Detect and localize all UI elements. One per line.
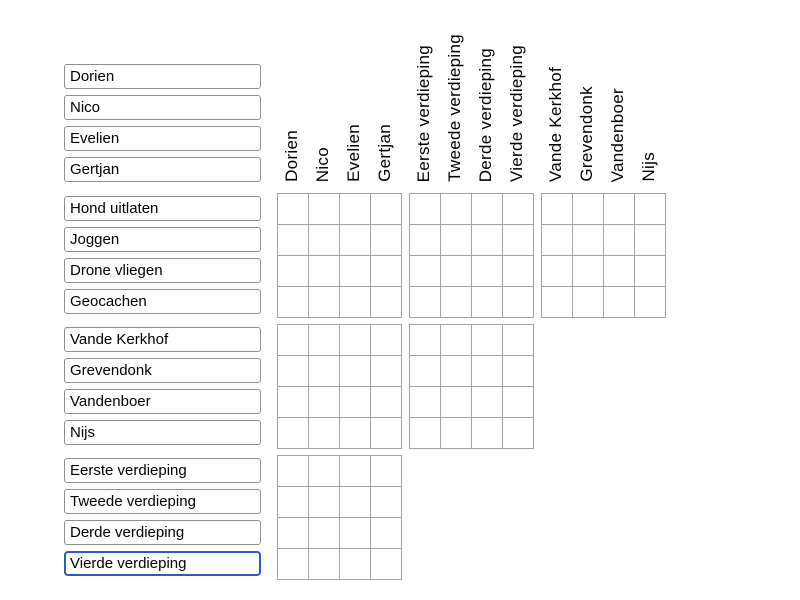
grid-cell[interactable] bbox=[441, 387, 472, 418]
grid-cell[interactable] bbox=[309, 225, 340, 256]
column-header-names-4: Gertjan bbox=[375, 124, 395, 182]
grid-cell[interactable] bbox=[340, 518, 371, 549]
column-header-group-names bbox=[277, 2, 401, 182]
grid-cell[interactable] bbox=[441, 418, 472, 449]
grid-cell[interactable] bbox=[573, 225, 604, 256]
grid-cell[interactable] bbox=[503, 356, 534, 387]
grid-cell[interactable] bbox=[309, 518, 340, 549]
grid-cell[interactable] bbox=[371, 387, 402, 418]
grid-cell[interactable] bbox=[309, 194, 340, 225]
grid-cell[interactable] bbox=[503, 387, 534, 418]
activity-input-1[interactable] bbox=[64, 196, 261, 221]
grid-cell[interactable] bbox=[309, 356, 340, 387]
grid-cell[interactable] bbox=[472, 387, 503, 418]
column-header-surnames-1: Vande Kerkhof bbox=[546, 66, 566, 182]
grid-cell[interactable] bbox=[542, 287, 573, 318]
floor-input-2[interactable] bbox=[64, 489, 261, 514]
grid-cell[interactable] bbox=[340, 225, 371, 256]
grid-cell[interactable] bbox=[410, 356, 441, 387]
grid-cell[interactable] bbox=[371, 225, 402, 256]
grid-cell[interactable] bbox=[410, 256, 441, 287]
floor-input-4[interactable] bbox=[64, 551, 261, 576]
activity-input-2[interactable] bbox=[64, 227, 261, 252]
grid-cell[interactable] bbox=[340, 194, 371, 225]
grid-cell[interactable] bbox=[278, 356, 309, 387]
grid-cell[interactable] bbox=[309, 387, 340, 418]
grid-cell[interactable] bbox=[410, 225, 441, 256]
grid-cell[interactable] bbox=[503, 287, 534, 318]
row-label-group-floors bbox=[64, 458, 261, 582]
grid-block-activities-floors bbox=[409, 193, 534, 318]
column-header-floors-4: Vierde verdieping bbox=[507, 44, 527, 182]
grid-block-activities-names bbox=[277, 193, 402, 318]
column-header-names-2: Nico bbox=[313, 146, 333, 182]
surname-input-3[interactable] bbox=[64, 389, 261, 414]
grid-cell[interactable] bbox=[309, 287, 340, 318]
grid-cell[interactable] bbox=[278, 456, 309, 487]
grid-cell[interactable] bbox=[340, 356, 371, 387]
surname-input-1[interactable] bbox=[64, 327, 261, 352]
grid-cell[interactable] bbox=[441, 325, 472, 356]
grid-cell[interactable] bbox=[371, 418, 402, 449]
column-header-floors-1: Eerste verdieping bbox=[414, 44, 434, 182]
grid-cell[interactable] bbox=[472, 356, 503, 387]
grid-cell[interactable] bbox=[371, 194, 402, 225]
grid-cell[interactable] bbox=[371, 256, 402, 287]
floor-input-3[interactable] bbox=[64, 520, 261, 545]
column-header-surnames-2: Grevendonk bbox=[577, 86, 597, 182]
grid-cell[interactable] bbox=[635, 287, 666, 318]
grid-cell[interactable] bbox=[309, 487, 340, 518]
grid-cell[interactable] bbox=[371, 325, 402, 356]
grid-cell[interactable] bbox=[371, 487, 402, 518]
grid-cell[interactable] bbox=[340, 456, 371, 487]
grid-cell[interactable] bbox=[340, 256, 371, 287]
grid-cell[interactable] bbox=[371, 549, 402, 580]
grid-cell[interactable] bbox=[542, 256, 573, 287]
row-label-group-activities bbox=[64, 196, 261, 320]
grid-cell[interactable] bbox=[410, 287, 441, 318]
grid-cell[interactable] bbox=[472, 194, 503, 225]
column-header-names-1: Dorien bbox=[282, 130, 302, 182]
grid-cell[interactable] bbox=[604, 225, 635, 256]
column-header-names-3: Evelien bbox=[344, 124, 364, 182]
grid-cell[interactable] bbox=[472, 256, 503, 287]
grid-cell[interactable] bbox=[635, 225, 666, 256]
grid-cell[interactable] bbox=[604, 256, 635, 287]
activity-input-3[interactable] bbox=[64, 258, 261, 283]
grid-cell[interactable] bbox=[278, 287, 309, 318]
grid-cell[interactable] bbox=[309, 549, 340, 580]
grid-cell[interactable] bbox=[503, 225, 534, 256]
row-label-group-surnames bbox=[64, 327, 261, 451]
grid-cell[interactable] bbox=[309, 418, 340, 449]
column-header-floors-2: Tweede verdieping bbox=[445, 34, 465, 182]
grid-cell[interactable] bbox=[278, 256, 309, 287]
grid-cell[interactable] bbox=[340, 287, 371, 318]
grid-cell[interactable] bbox=[410, 194, 441, 225]
name-input-2[interactable] bbox=[64, 95, 261, 120]
grid-cell[interactable] bbox=[340, 487, 371, 518]
grid-cell[interactable] bbox=[278, 518, 309, 549]
grid-cell[interactable] bbox=[309, 325, 340, 356]
activity-input-4[interactable] bbox=[64, 289, 261, 314]
grid-block-floors-names bbox=[277, 455, 402, 580]
grid-cell[interactable] bbox=[441, 287, 472, 318]
grid-cell[interactable] bbox=[278, 225, 309, 256]
grid-cell[interactable] bbox=[278, 194, 309, 225]
grid-cell[interactable] bbox=[472, 225, 503, 256]
grid-cell[interactable] bbox=[278, 418, 309, 449]
column-header-floors-3: Derde verdieping bbox=[476, 47, 496, 182]
grid-cell[interactable] bbox=[503, 256, 534, 287]
grid-cell[interactable] bbox=[635, 194, 666, 225]
grid-cell[interactable] bbox=[410, 418, 441, 449]
grid-cell[interactable] bbox=[573, 256, 604, 287]
grid-cell[interactable] bbox=[371, 356, 402, 387]
grid-cell[interactable] bbox=[573, 194, 604, 225]
grid-cell[interactable] bbox=[542, 194, 573, 225]
name-input-3[interactable] bbox=[64, 126, 261, 151]
grid-cell[interactable] bbox=[278, 549, 309, 580]
grid-cell[interactable] bbox=[472, 287, 503, 318]
grid-cell[interactable] bbox=[573, 287, 604, 318]
grid-cell[interactable] bbox=[371, 456, 402, 487]
grid-block-surnames-names bbox=[277, 324, 402, 449]
grid-cell[interactable] bbox=[340, 325, 371, 356]
grid-cell[interactable] bbox=[278, 487, 309, 518]
grid-cell[interactable] bbox=[604, 194, 635, 225]
column-header-surnames-3: Vandenboer bbox=[608, 87, 628, 182]
grid-cell[interactable] bbox=[278, 325, 309, 356]
grid-cell[interactable] bbox=[340, 387, 371, 418]
column-header-surnames-4: Nijs bbox=[639, 152, 659, 182]
grid-cell[interactable] bbox=[472, 325, 503, 356]
grid-cell[interactable] bbox=[340, 549, 371, 580]
grid-cell[interactable] bbox=[278, 387, 309, 418]
grid-cell[interactable] bbox=[441, 256, 472, 287]
grid-cell[interactable] bbox=[371, 287, 402, 318]
surname-input-4[interactable] bbox=[64, 420, 261, 445]
grid-cell[interactable] bbox=[441, 356, 472, 387]
name-input-4[interactable] bbox=[64, 157, 261, 182]
grid-cell[interactable] bbox=[309, 456, 340, 487]
grid-block-surnames-floors bbox=[409, 324, 534, 449]
grid-cell[interactable] bbox=[604, 287, 635, 318]
grid-cell[interactable] bbox=[371, 518, 402, 549]
grid-cell[interactable] bbox=[410, 325, 441, 356]
grid-block-activities-surnames bbox=[541, 193, 666, 318]
grid-cell[interactable] bbox=[472, 418, 503, 449]
grid-cell[interactable] bbox=[340, 418, 371, 449]
grid-cell[interactable] bbox=[503, 325, 534, 356]
grid-cell[interactable] bbox=[503, 418, 534, 449]
grid-cell[interactable] bbox=[309, 256, 340, 287]
grid-cell[interactable] bbox=[410, 387, 441, 418]
row-label-group-names bbox=[64, 64, 261, 188]
grid-cell[interactable] bbox=[441, 194, 472, 225]
name-input-1[interactable] bbox=[64, 64, 261, 89]
grid-cell[interactable] bbox=[441, 225, 472, 256]
grid-cell[interactable] bbox=[542, 225, 573, 256]
floor-input-1[interactable] bbox=[64, 458, 261, 483]
column-header-group-surnames bbox=[541, 2, 665, 182]
grid-cell[interactable] bbox=[635, 256, 666, 287]
column-header-group-floors bbox=[409, 2, 533, 182]
surname-input-2[interactable] bbox=[64, 358, 261, 383]
grid-cell[interactable] bbox=[503, 194, 534, 225]
